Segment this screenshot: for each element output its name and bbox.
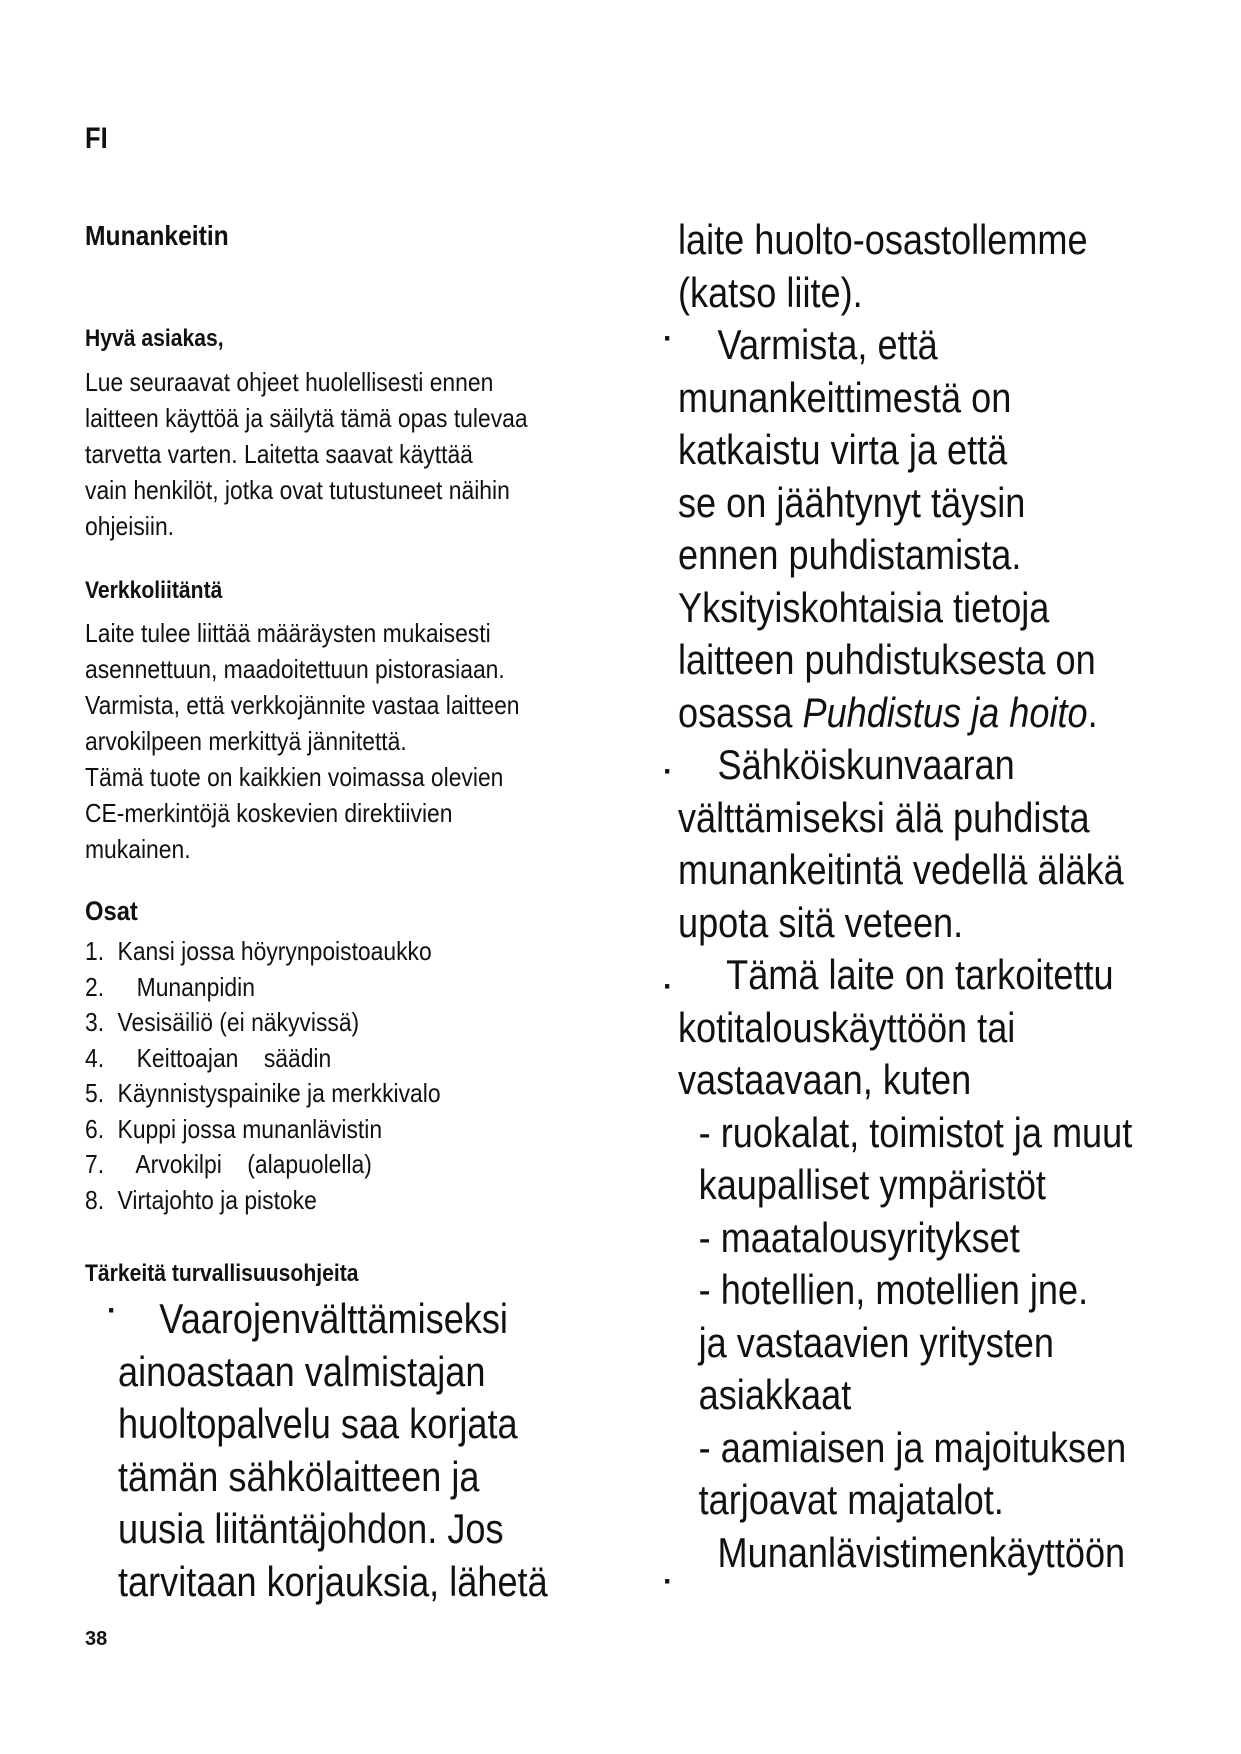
text-line: se on jäähtynyt täysin bbox=[678, 478, 1026, 526]
language-tag: FI bbox=[85, 122, 108, 155]
parts-heading: Osat bbox=[85, 896, 138, 926]
text-line: Yksityiskohtaisia tietoja bbox=[678, 583, 1050, 631]
item-number: 4. bbox=[85, 1042, 105, 1073]
item-text: Kuppi jossa munanlävistin bbox=[117, 1113, 383, 1144]
parts-list bbox=[85, 934, 441, 1218]
text-line: Tämä tuote on kaikkien voimassa olevien bbox=[85, 762, 504, 792]
greeting-paragraph bbox=[85, 364, 528, 544]
text-line: arvokilpeen merkittyä jännitettä. bbox=[85, 726, 407, 756]
text-run: osassa bbox=[678, 688, 803, 736]
item-number: 2. bbox=[85, 971, 105, 1002]
item-number: 7. bbox=[85, 1149, 105, 1179]
text-line: munankeittimestä on bbox=[678, 373, 1012, 421]
list-item bbox=[85, 1005, 441, 1041]
list-item bbox=[85, 970, 441, 1006]
page-number: 38 bbox=[85, 1628, 108, 1650]
text-line: - aamiaisen ja majoituksen bbox=[698, 1423, 1127, 1471]
text-line: laite huolto-osastollemme bbox=[678, 216, 1088, 263]
item-text: Keittoajan säädin bbox=[117, 1042, 332, 1073]
list-item bbox=[85, 1076, 441, 1112]
page-title: Munankeitin bbox=[85, 220, 229, 251]
safety-heading: Tärkeitä turvallisuusohjeita bbox=[85, 1260, 359, 1287]
item-text: Kansi jossa höyrynpoistoaukko bbox=[117, 936, 432, 966]
text-line: vain henkilöt, jotka ovat tutustuneet näihin bbox=[85, 475, 510, 505]
item-text: Käynnistyspainike ja merkkivalo bbox=[117, 1078, 441, 1108]
bullet-marker: · bbox=[663, 755, 673, 788]
list-item bbox=[85, 1041, 441, 1077]
text-line: Vaarojenvälttämiseksi bbox=[159, 1295, 508, 1342]
text-line: Tämä laite on tarkoitettu bbox=[726, 951, 1114, 998]
mains-heading: Verkkoliitäntä bbox=[85, 577, 223, 604]
text-line: huoltopalvelu saa korjata bbox=[118, 1400, 518, 1447]
item-number: 3. bbox=[85, 1007, 105, 1037]
bullet-marker: · bbox=[663, 970, 673, 1003]
text-line: (katso liite). bbox=[678, 268, 863, 316]
bullet-marker: · bbox=[663, 322, 673, 355]
item-text: Vesisäiliö (ei näkyvissä) bbox=[117, 1007, 360, 1037]
text-line: kaupalliset ympäristöt bbox=[698, 1161, 1046, 1208]
list-item bbox=[85, 1147, 441, 1183]
text-line: uusia liitäntäjohdon. Jos bbox=[118, 1505, 504, 1552]
text-line: välttämiseksi älä puhdista bbox=[678, 793, 1090, 841]
text-line: munankeitintä vedellä äläkä bbox=[678, 846, 1124, 893]
text-line: katkaistu virta ja että bbox=[678, 426, 1008, 473]
safety-left-text bbox=[118, 1293, 548, 1608]
text-line: tarjoavat majatalot. bbox=[698, 1476, 1004, 1523]
bullet-marker: · bbox=[663, 1565, 673, 1598]
text-line: laitteen puhdistuksesta on bbox=[678, 636, 1096, 683]
item-text: Munanpidin bbox=[117, 971, 255, 1002]
item-number: 6. bbox=[85, 1113, 105, 1144]
text-line: tämän sähkölaitteen ja bbox=[118, 1452, 480, 1500]
text-line: CE-merkintöjä koskevien direktiivien bbox=[85, 798, 453, 828]
item-number: 8. bbox=[85, 1184, 105, 1215]
list-item bbox=[85, 934, 441, 970]
text-line: ja vastaavien yritysten bbox=[698, 1318, 1054, 1366]
list-item bbox=[85, 1183, 441, 1219]
text-line: Munanlävistimenkäyttöön bbox=[717, 1528, 1126, 1576]
text-line: ennen puhdistamista. bbox=[678, 531, 1022, 578]
text-line: tarvetta varten. Laitetta saavat käyttää bbox=[85, 439, 473, 469]
text-line: kotitalouskäyttöön tai bbox=[678, 1003, 1016, 1051]
text-line: asiakkaat bbox=[698, 1371, 852, 1418]
text-line: Sähköiskunvaaran bbox=[717, 741, 1015, 788]
text-line: Laite tulee liittää määräysten mukaisesti bbox=[85, 618, 491, 648]
item-text: Virtajohto ja pistoke bbox=[117, 1184, 317, 1215]
text-line: Varmista, että bbox=[717, 321, 938, 368]
text-line bbox=[678, 687, 1132, 740]
text-line: vastaavaan, kuten bbox=[678, 1056, 972, 1103]
text-run: . bbox=[1087, 688, 1098, 736]
text-line: laitteen käyttöä ja säilytä tämä opas tulevaa bbox=[85, 403, 528, 433]
item-text: Arvokilpi (alapuolella) bbox=[117, 1149, 372, 1179]
text-line: - hotellien, motellien jne. bbox=[698, 1266, 1089, 1313]
text-line: - ruokalat, toimistot ja muut bbox=[698, 1108, 1133, 1156]
text-line: mukainen. bbox=[85, 834, 191, 864]
greeting-heading: Hyvä asiakas, bbox=[85, 325, 224, 352]
text-line: Varmista, että verkkojännite vastaa laitteen bbox=[85, 690, 520, 720]
safety-right-text bbox=[678, 214, 1132, 1579]
text-line: - maatalousyritykset bbox=[698, 1213, 1020, 1261]
text-line: tarvitaan korjauksia, lähetä bbox=[118, 1557, 548, 1605]
text-line: upota sitä veteen. bbox=[678, 898, 964, 946]
mains-paragraph bbox=[85, 615, 520, 867]
text-line: ainoastaan valmistajan bbox=[118, 1347, 486, 1395]
text-line: Lue seuraavat ohjeet huolellisesti ennen bbox=[85, 367, 494, 397]
italic-reference: Puhdistus ja hoito bbox=[802, 688, 1088, 736]
bullet-marker: · bbox=[107, 1294, 117, 1327]
item-number: 5. bbox=[85, 1078, 105, 1108]
text-line: asennettuun, maadoitettuun pistorasiaan. bbox=[85, 654, 505, 684]
list-item bbox=[85, 1112, 441, 1148]
text-line: ohjeisiin. bbox=[85, 511, 175, 541]
item-number: 1. bbox=[85, 936, 105, 966]
